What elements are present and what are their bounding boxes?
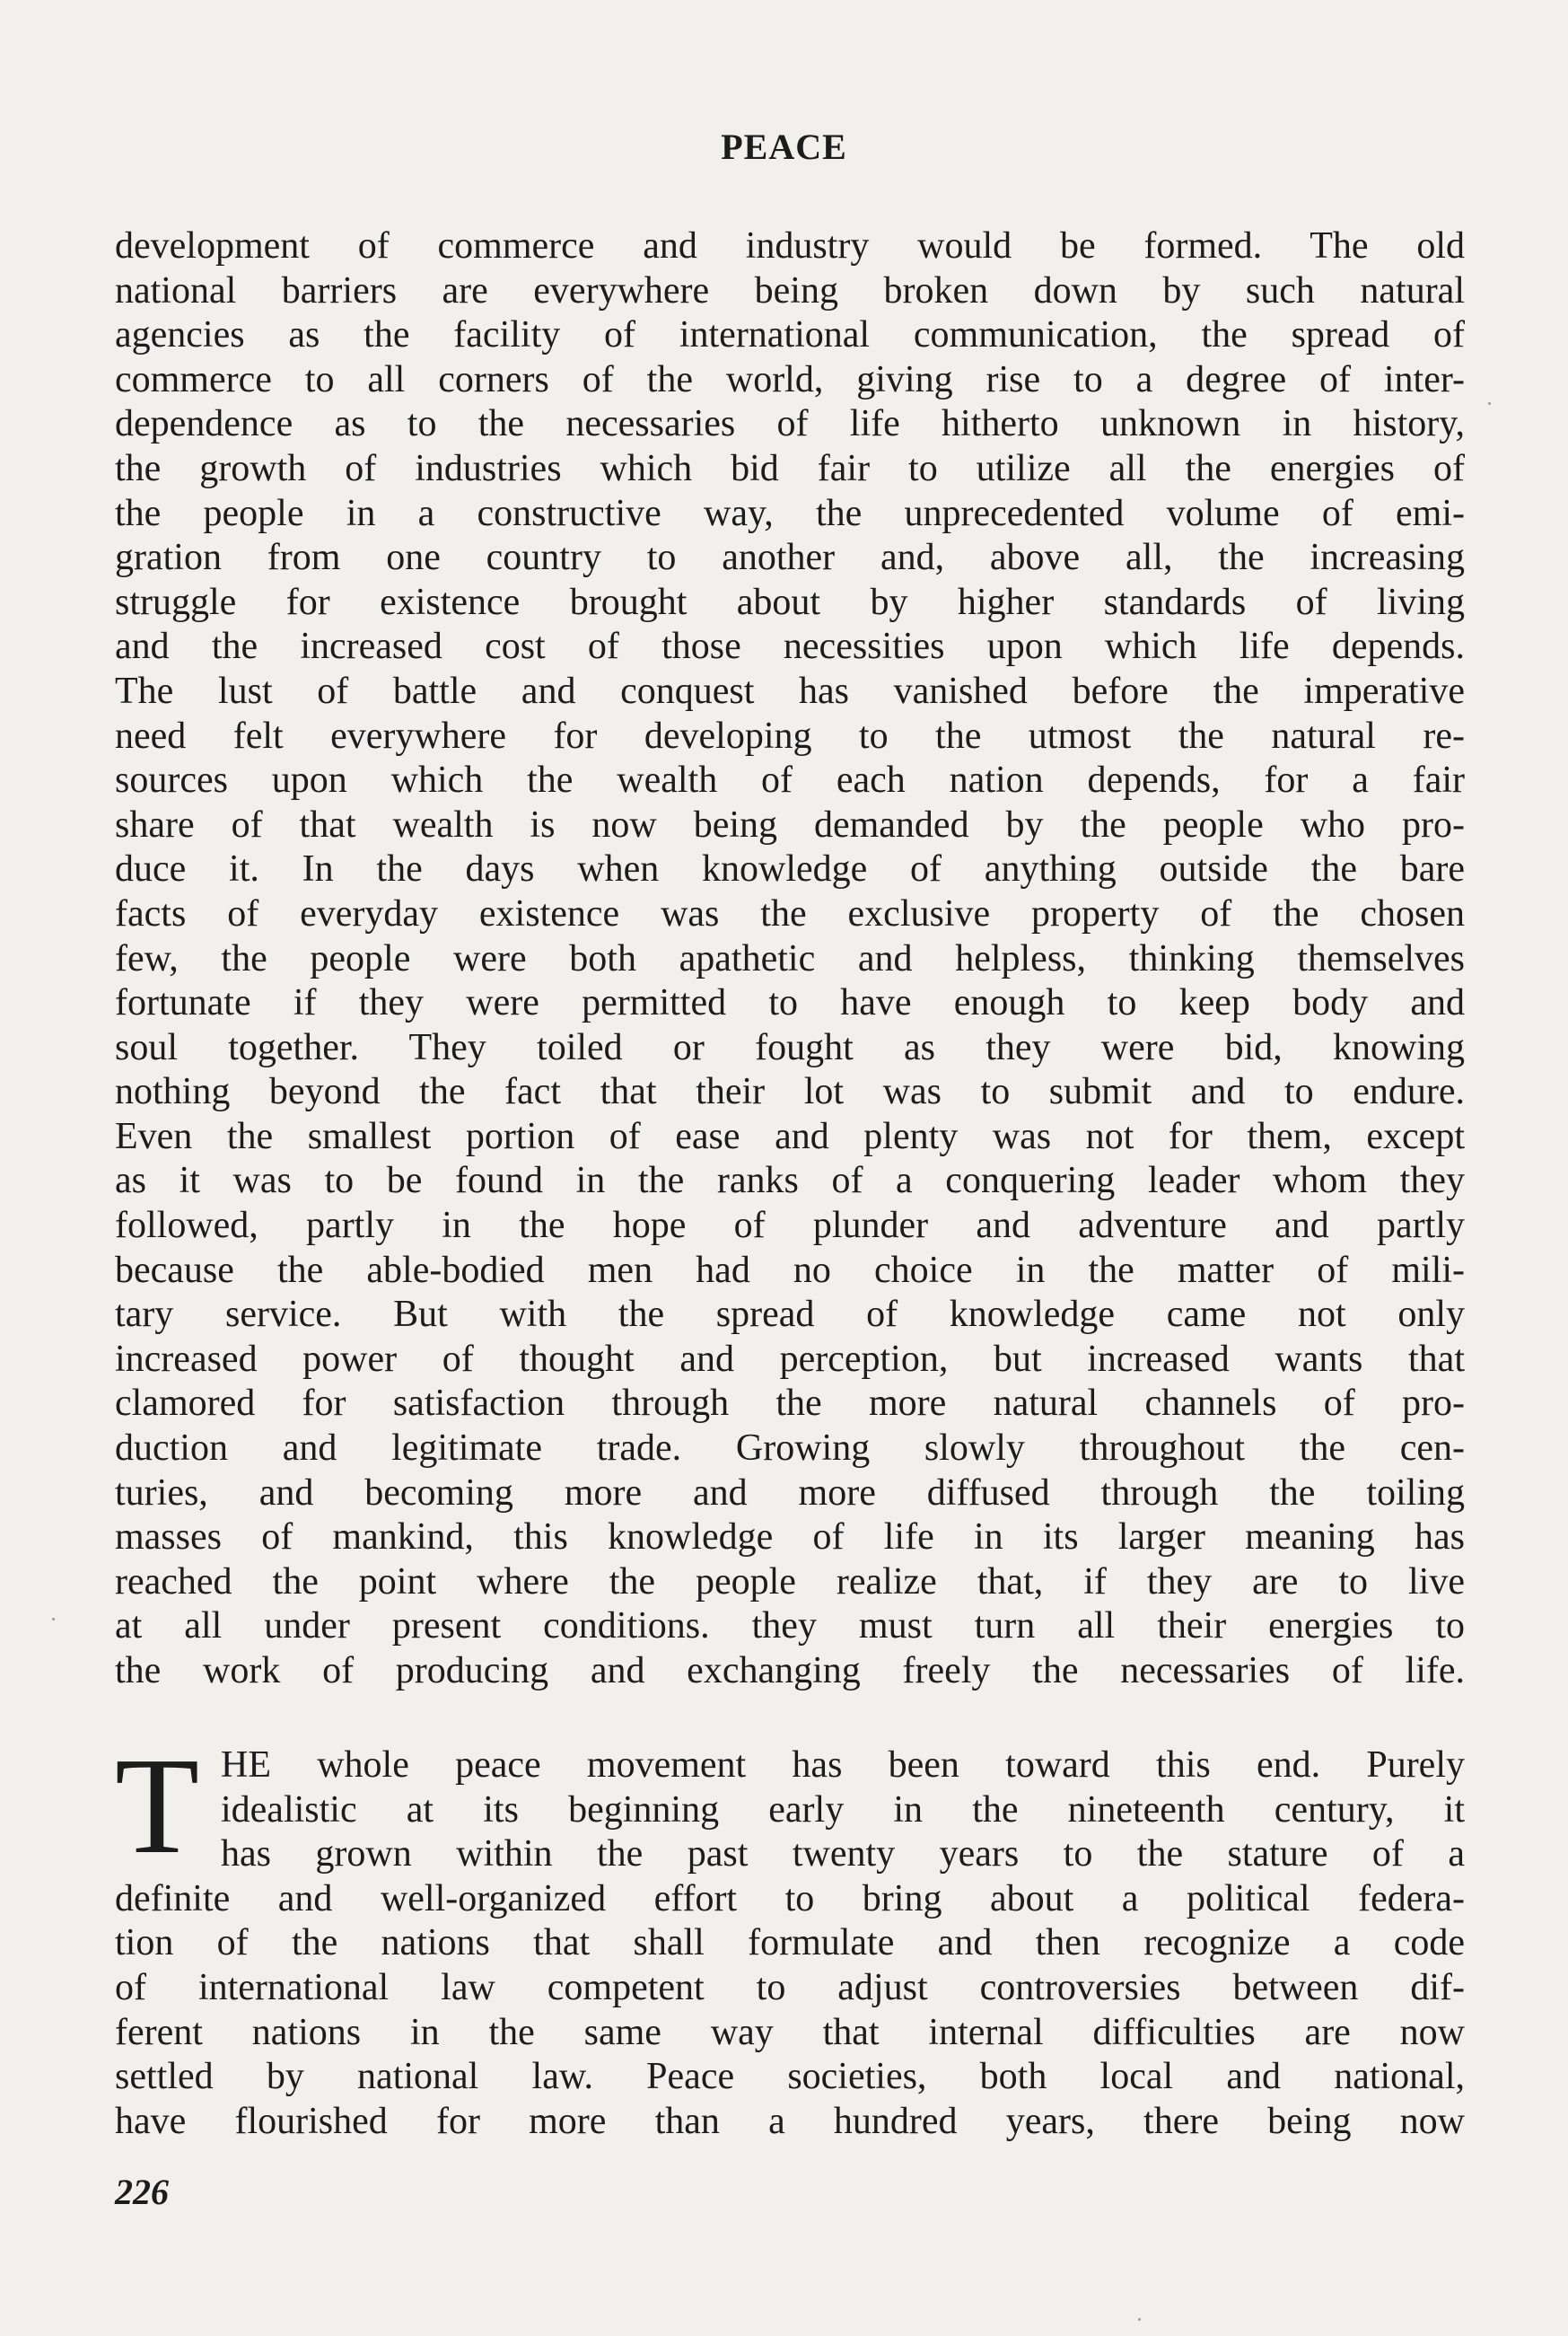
text-line: need felt everywhere for developing to the utmost the natural re- [115,715,1465,757]
text-line: duce it. In the days when knowledge of anything outside the bare [115,848,1465,891]
text-line: and the increased cost of those necessities upon which life depends. [115,626,1465,668]
text-line: increased power of thought and perception, but increased wants that [115,1338,1465,1380]
text-line: the growth of industries which bid fair to utilize all the energies of [115,447,1465,489]
text-line: agencies as the facility of international communication, the spread of [115,314,1465,356]
text-line: definite and well-organized effort to bring about a political federa- [115,1877,1465,1919]
text-line: at all under present conditions. they must turn all their energies to [115,1605,1465,1647]
text-line: struggle for existence brought about by higher standards of living [115,581,1465,623]
text-line: clamored for satisfaction through the more natural channels of pro- [115,1383,1465,1425]
text-line: few, the people were both apathetic and helpless, thinking themselves [115,937,1465,979]
text-line: masses of mankind, this knowledge of life in its larger meaning has [115,1516,1465,1559]
text-line: commerce to all corners of the world, giving rise to a degree of inter- [115,358,1465,400]
text-line: the people in a constructive way, the unprecedented volume of emi- [115,492,1465,534]
text-line: soul together. They toiled or fought as they were bid, knowing [115,1026,1465,1068]
text-line: dependence as to the necessaries of life hitherto unknown in history, [115,403,1465,445]
paper-speck [1488,402,1491,405]
text-line: facts of everyday existence was the exclusive property of the chosen [115,892,1465,935]
text-line: tary service. But with the spread of knowledge came not only [115,1294,1465,1336]
text-line: gration from one country to another and, above all, the increasing [115,537,1465,579]
text-line: share of that wealth is now being demanded by the people who pro- [115,804,1465,846]
running-head: PEACE [721,127,847,167]
text-line: followed, partly in the hope of plunder and adventure and partly [115,1205,1465,1247]
text-line: of international law competent to adjust controversies between dif- [115,1966,1465,2008]
drop-cap: T [115,1730,200,1883]
paragraph-2 [115,1730,1465,2144]
text-line: The lust of battle and conquest has vanished before the imperative [115,670,1465,712]
text-line: has grown within the past twenty years to the stature of a [221,1833,1465,1875]
paper-speck [1138,2318,1141,2321]
text-line: as it was to be found in the ranks of a conquering leader whom they [115,1160,1465,1202]
text-line: HE whole peace movement has been toward this end. Purely [221,1744,1465,1786]
text-line: nothing beyond the fact that their lot was to submit and to endure. [115,1071,1465,1113]
paper-speck [52,1618,55,1620]
text-line: settled by national law. Peace societies, both local and national, [115,2056,1465,2098]
text-line: fortunate if they were permitted to have enough to keep body and [115,982,1465,1024]
text-line: ferent nations in the same way that internal difficulties are now [115,2011,1465,2053]
text-line: development of commerce and industry would be formed. The old [115,225,1465,267]
text-line: Even the smallest portion of ease and plenty was not for them, except [115,1115,1465,1157]
text-line: turies, and becoming more and more diffused through the toiling [115,1471,1465,1514]
text-line: national barriers are everywhere being broken down by such natural [115,269,1465,312]
text-line: duction and legitimate trade. Growing slowly throughout the cen- [115,1427,1465,1470]
page-number: 226 [115,2172,169,2212]
text-line: because the able-bodied men had no choice in the matter of mili- [115,1249,1465,1291]
text-line: the work of producing and exchanging freely the necessaries of life. [115,1650,1465,1691]
text-line: tion of the nations that shall formulate and then recognize a code [115,1922,1465,1964]
text-line: idealistic at its beginning early in the nineteenth century, it [221,1788,1465,1831]
text-line: have flourished for more than a hundred years, there being now [115,2100,1465,2142]
text-line: sources upon which the wealth of each nation depends, for a fair [115,760,1465,802]
paragraph-1 [115,224,1465,1694]
text-line: reached the point where the people realize that, if they are to live [115,1560,1465,1603]
